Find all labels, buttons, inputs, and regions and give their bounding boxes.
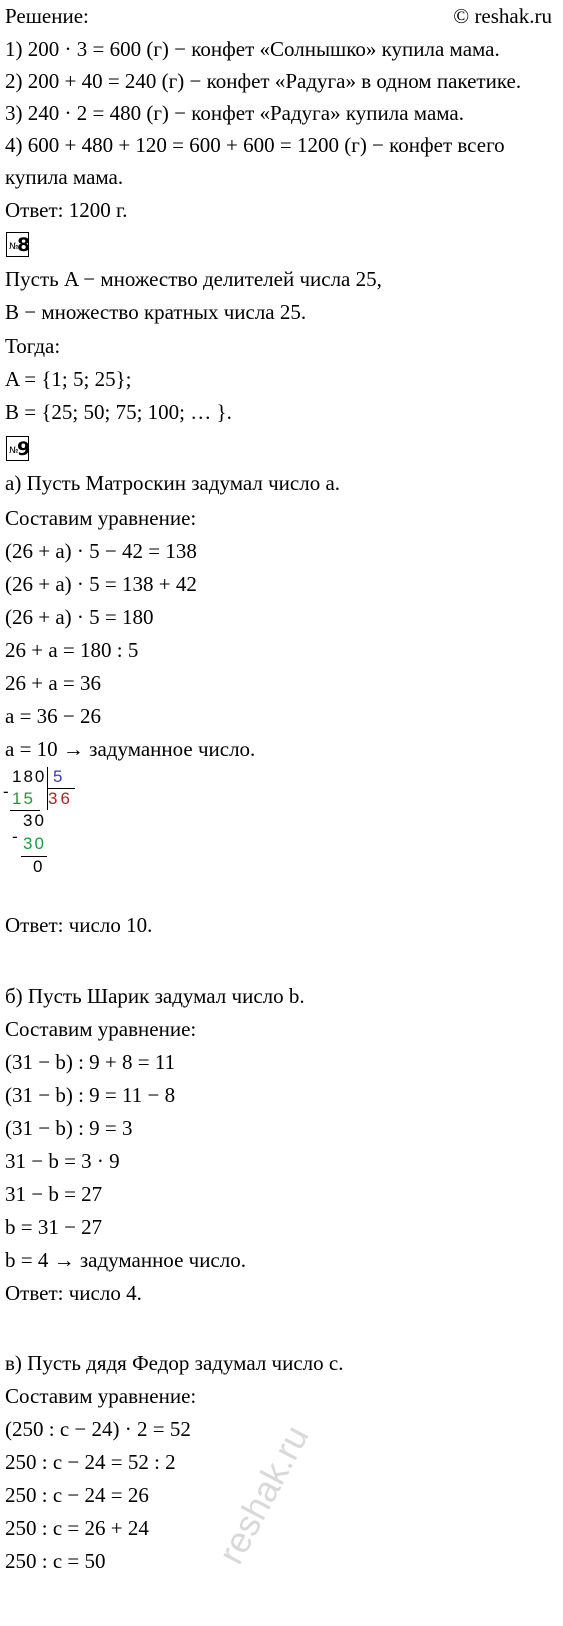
task9c-line-4: 250 : c − 24 = 52 : 2	[5, 1450, 176, 1474]
task9a-line-6: 26 + a = 180 : 5	[5, 638, 139, 662]
answer-9a: Ответ: число 10.	[5, 913, 153, 937]
task9b-line-9: b = 4 → задуманное число.	[5, 1248, 246, 1272]
task9b-line-8: b = 31 − 27	[5, 1215, 103, 1239]
task-8-number: 8	[17, 234, 31, 256]
task9a-line-1: а) Пусть Матроскин задумал число a.	[5, 471, 341, 495]
task9b-line-2: Составим уравнение:	[5, 1017, 197, 1041]
task9b-line-4: (31 − b) : 9 = 11 − 8	[5, 1083, 176, 1107]
task8-line-1: Пусть A − множество делителей числа 25,	[5, 267, 382, 291]
task-8-number-box	[6, 232, 29, 257]
task9c-line-7: 250 : c = 50	[5, 1549, 106, 1573]
task9b-line-1: б) Пусть Шарик задумал число b.	[5, 984, 305, 1008]
solution-line-1: 1) 200 · 3 = 600 (г) − конфет «Солнышко» купила мама.	[5, 37, 500, 61]
division-minus-1: -	[3, 782, 9, 801]
header-title: Решение:	[5, 4, 89, 28]
solution-line-5: купила мама.	[5, 165, 124, 189]
task-9-number-box	[6, 436, 29, 461]
solution-line-3: 3) 240 · 2 = 480 (г) − конфет «Радуга» купила мама.	[5, 101, 464, 125]
division-underline-1	[10, 810, 40, 811]
task8-line-2: B − множество кратных числа 25.	[5, 300, 307, 324]
task9a-line-2: Составим уравнение:	[5, 506, 197, 530]
task9c-line-6: 250 : c = 26 + 24	[5, 1516, 149, 1540]
division-quotient: 36	[48, 789, 73, 808]
number-sign: №	[9, 446, 19, 456]
task9c-line-3: (250 : c − 24) · 2 = 52	[5, 1417, 191, 1441]
division-remainder-2: 0	[33, 857, 43, 876]
division-underline-2	[21, 856, 47, 857]
watermark: reshak.ru	[209, 1418, 317, 1571]
long-division	[0, 764, 120, 904]
task9b-line-6: 31 − b = 3 · 9	[5, 1149, 120, 1173]
task9b-line-3: (31 − b) : 9 + 8 = 11	[5, 1050, 176, 1074]
division-subtrahend-1: 15	[12, 789, 35, 808]
task9c-line-1: в) Пусть дядя Федор задумал число c.	[5, 1351, 344, 1375]
task8-line-4: A = {1; 5; 25};	[5, 367, 132, 391]
task-9-number: 9	[17, 438, 31, 460]
division-remainder-1: 30	[23, 811, 46, 830]
task9a-line-8: a = 36 − 26	[5, 704, 102, 728]
task9a-line-5: (26 + a) · 5 = 180	[5, 605, 154, 629]
task9a-line-4: (26 + a) · 5 = 138 + 42	[5, 572, 197, 596]
division-minus-2: -	[12, 827, 18, 846]
division-quotient-bar	[47, 788, 75, 789]
task9a-line-7: 26 + a = 36	[5, 671, 102, 695]
solution-line-4: 4) 600 + 480 + 120 = 600 + 600 = 1200 (г) − конфет всего	[5, 133, 505, 157]
answer-9b: Ответ: число 4.	[5, 1281, 142, 1305]
task9a-line-3: (26 + a) · 5 − 42 = 138	[5, 539, 197, 563]
division-dividend: 180	[12, 767, 47, 786]
site-credit[interactable]: © reshak.ru	[453, 4, 552, 28]
number-sign: №	[9, 242, 19, 252]
division-subtrahend-2: 30	[23, 834, 46, 853]
answer-7: Ответ: 1200 г.	[5, 198, 128, 222]
task9b-line-7: 31 − b = 27	[5, 1182, 103, 1206]
task9c-line-2: Составим уравнение:	[5, 1384, 197, 1408]
solution-line-2: 2) 200 + 40 = 240 (г) − конфет «Радуга» в одном пакетике.	[5, 69, 522, 93]
task8-line-5: B = {25; 50; 75; 100; … }.	[5, 400, 232, 424]
task9a-line-9: a = 10 → задуманное число.	[5, 737, 256, 761]
division-divisor: 5	[53, 767, 63, 786]
task8-line-3: Тогда:	[5, 334, 61, 358]
task9c-line-5: 250 : c − 24 = 26	[5, 1483, 149, 1507]
task9b-line-5: (31 − b) : 9 = 3	[5, 1116, 133, 1140]
